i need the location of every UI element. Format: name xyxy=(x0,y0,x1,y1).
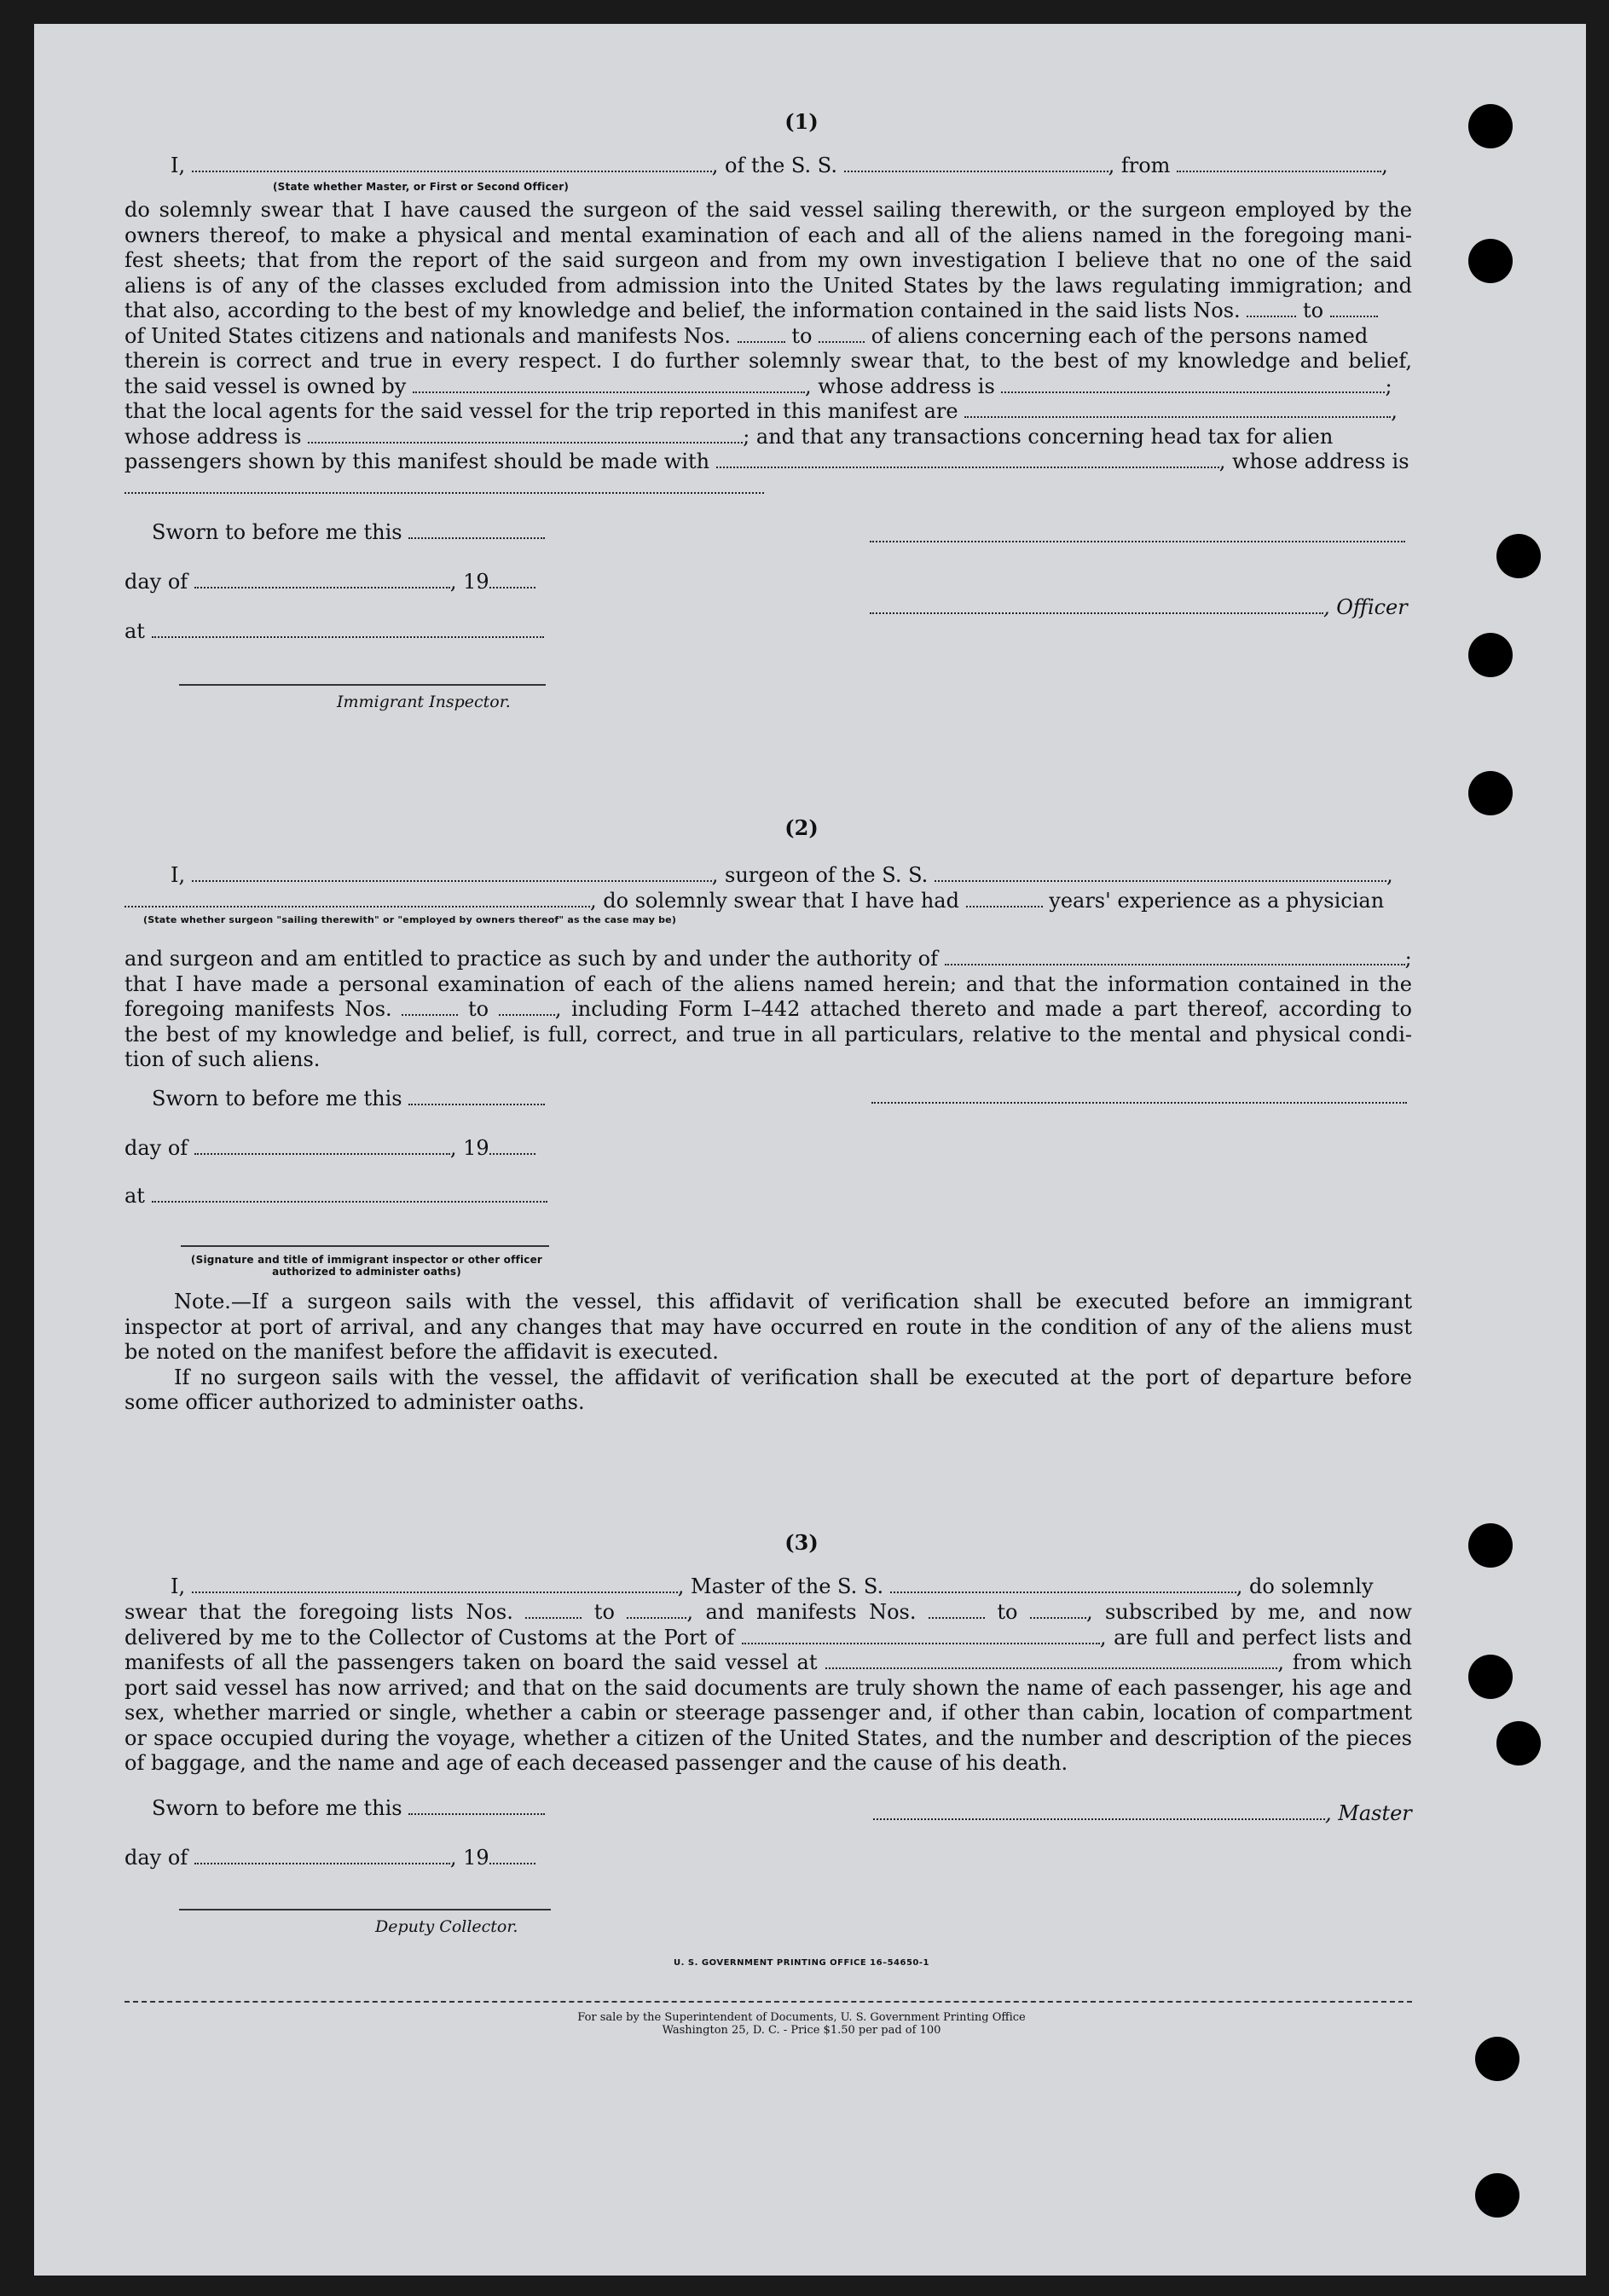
footer-rule xyxy=(124,2001,1412,2003)
s2-note-line: be noted on the manifest before the affidavit is executed. xyxy=(124,1340,719,1364)
s2-years-text: years' experience as a physician xyxy=(1049,889,1385,913)
s1-inspector-label: Immigrant Inspector. xyxy=(337,693,511,711)
s2-surgeon-name-field[interactable] xyxy=(192,867,712,882)
s2-manifests-line xyxy=(124,997,1412,1023)
s3-to-label: to xyxy=(593,1600,615,1624)
s1-at-label: at xyxy=(124,619,145,643)
s3-and-manifests-text: , and manifests Nos. xyxy=(686,1600,917,1624)
s3-manifest-to-field[interactable] xyxy=(1030,1603,1086,1619)
s2-semicolon: ; xyxy=(1404,947,1412,971)
s2-body xyxy=(124,947,1412,1073)
punch-hole-icon xyxy=(1468,633,1513,677)
s1-officer-caption: (State whether Master, or First or Second Officer) xyxy=(273,181,570,193)
s2-authority-field[interactable] xyxy=(945,950,1405,965)
sale-notice-line-1: For sale by the Superintendent of Documents, U. S. Government Printing Office xyxy=(577,2011,1026,2024)
s1-whose-address-label: , whose address is xyxy=(804,374,995,398)
s1-at-field[interactable] xyxy=(152,623,544,638)
s1-head-tax-address-field[interactable] xyxy=(124,478,764,494)
s2-note-line: inspector at port of arrival, and any changes that may have occurred en route in the condition of any of the aliens must xyxy=(124,1314,1412,1339)
s3-i-label: I, xyxy=(171,1574,186,1598)
s1-sworn-date-field[interactable] xyxy=(408,524,545,539)
s2-note xyxy=(124,1290,1412,1416)
s1-body-line-lists xyxy=(124,299,1412,324)
s2-authority-text: and surgeon and am entitled to practice as such by and under the authority of xyxy=(124,947,938,971)
s1-to-label: to xyxy=(791,323,813,348)
s2-day-of-label: day of xyxy=(124,1136,188,1160)
s3-day-of-label: day of xyxy=(124,1846,188,1870)
s3-sworn-row xyxy=(152,1796,545,1820)
s1-body-line-manifests xyxy=(124,324,1412,350)
s2-year-label: , 19 xyxy=(449,1136,489,1160)
s1-body-line-agent-address xyxy=(124,425,1412,450)
section-3-number: (3) xyxy=(784,1530,819,1555)
s2-surgeon-caption: (State whether surgeon "sailing therewith" or "employed by owners thereof" as the case may be) xyxy=(143,914,677,925)
s2-sworn-date-field[interactable] xyxy=(408,1090,545,1105)
s1-day-field[interactable] xyxy=(194,573,450,588)
s3-master-name-field[interactable] xyxy=(192,1578,678,1593)
s1-inspector-signature-line[interactable] xyxy=(179,684,546,686)
s3-year-field[interactable] xyxy=(489,1849,535,1864)
s1-body-line: aliens is of any of the classes excluded from admission into the United States by the laws regulating immigration; and xyxy=(124,273,1412,298)
s3-year-label: , 19 xyxy=(449,1846,489,1870)
s1-sworn-row xyxy=(152,520,545,544)
s2-manifest-from-field[interactable] xyxy=(402,1000,458,1016)
s3-from-which-text: , from which xyxy=(1277,1650,1412,1674)
s1-owner-field[interactable] xyxy=(413,378,805,393)
s3-master-label: , Master xyxy=(1325,1801,1412,1825)
s3-collector-signature-line[interactable] xyxy=(179,1909,551,1910)
s2-manifests-text: foregoing manifests Nos. xyxy=(124,997,392,1021)
s3-body-line: of baggage, and the name and age of each deceased passenger and the cause of his death. xyxy=(124,1751,1068,1775)
s1-owner-address-field[interactable] xyxy=(1001,378,1385,393)
s1-aliens-text: of aliens concerning each of the persons named xyxy=(871,323,1369,348)
s1-body-line-owner xyxy=(124,374,1412,400)
s2-body-line: tion of such aliens. xyxy=(124,1047,321,1071)
s2-surgeon-of-label: , surgeon of the S. S. xyxy=(711,863,929,887)
s3-port-line xyxy=(124,1626,1412,1651)
s3-list-from-field[interactable] xyxy=(525,1603,582,1619)
s2-opening-line xyxy=(171,863,1393,887)
form-page xyxy=(34,24,1586,2276)
s3-port-text: delivered by me to the Collector of Customs at the Port of xyxy=(124,1625,735,1650)
s2-authority-line xyxy=(124,947,1412,972)
s1-list-to-field[interactable] xyxy=(1330,302,1378,317)
s2-body-line: the best of my knowledge and belief, is full, correct, and true in all particulars, relative to the mental and physical condi- xyxy=(124,1022,1412,1047)
s1-list-from-field[interactable] xyxy=(1247,302,1296,317)
punch-hole-icon xyxy=(1475,2037,1519,2081)
s2-year-field[interactable] xyxy=(489,1139,535,1155)
punch-hole-icon xyxy=(1475,2173,1519,2218)
s1-officer-signature-line-1[interactable] xyxy=(870,541,1405,542)
sale-notice-line-2: Washington 25, D. C. - Price $1.50 per pad of 100 xyxy=(662,2024,941,2037)
s1-body-line-head-tax xyxy=(124,449,1412,475)
s2-note-line: some officer authorized to administer oaths. xyxy=(124,1390,585,1414)
s1-of-ss-label: , of the S. S. xyxy=(711,154,837,177)
s2-day-field[interactable] xyxy=(194,1139,450,1155)
s1-day-of-label: day of xyxy=(124,570,188,594)
s3-day-row xyxy=(124,1846,535,1870)
s3-boarded-text: manifests of all the passengers taken on board the said vessel at xyxy=(124,1650,818,1674)
s3-lists-line xyxy=(124,1600,1412,1626)
s3-to-label: to xyxy=(997,1600,1018,1624)
s3-sworn-label: Sworn to before me this xyxy=(152,1796,402,1820)
s1-to-label: to xyxy=(1302,299,1324,322)
s1-officer-label: , Officer xyxy=(1323,595,1408,619)
s3-full-perfect-text: , are full and perfect lists and xyxy=(1099,1625,1412,1650)
s1-body-line-agents xyxy=(124,399,1412,425)
s3-master-of-label: , Master of the S. S. xyxy=(677,1574,884,1598)
s1-comma: , xyxy=(1391,399,1398,423)
s1-body-line: owners thereof, to make a physical and mental examination of each and all of the aliens named in the foregoing mani- xyxy=(124,223,1412,247)
section-1-number: (1) xyxy=(784,109,819,134)
s2-at-field[interactable] xyxy=(152,1187,547,1203)
s1-transactions-text: ; and that any transactions concerning head tax for alien xyxy=(743,424,1334,449)
s2-day-row xyxy=(124,1136,535,1160)
s1-from-label: , from xyxy=(1108,154,1171,177)
s1-whose-address-text: whose address is xyxy=(124,424,302,449)
s1-agents-field[interactable] xyxy=(964,403,1391,418)
section-2-number: (2) xyxy=(784,815,819,840)
s3-solemnly-text: , do solemnly xyxy=(1236,1574,1374,1598)
s1-officer-signature-field[interactable] xyxy=(870,599,1323,614)
s1-vessel-field[interactable] xyxy=(844,157,1108,172)
s1-head-tax-text: passengers shown by this manifest should be made with xyxy=(124,449,710,473)
s1-manifest-from-field[interactable] xyxy=(738,328,785,343)
s2-second-line xyxy=(124,889,1384,913)
punch-hole-icon xyxy=(1468,239,1513,283)
s2-surgeon-type-field[interactable] xyxy=(124,892,590,907)
s1-body-line-final xyxy=(124,475,1412,501)
s3-body-line: or space occupied during the voyage, whether a citizen of the United States, and the number and description of the pieces xyxy=(124,1725,1412,1750)
s3-master-signature-field[interactable] xyxy=(873,1805,1325,1820)
s2-swear-text: , do solemnly swear that I have had xyxy=(590,889,959,913)
s2-including-text: , including Form I–442 attached thereto and made a part thereof, according to xyxy=(554,997,1412,1021)
punch-hole-icon xyxy=(1468,1655,1513,1699)
s3-list-to-field[interactable] xyxy=(627,1603,686,1619)
s3-body xyxy=(124,1600,1412,1777)
s1-day-row xyxy=(124,570,535,594)
s2-years-field[interactable] xyxy=(966,892,1043,907)
s1-semicolon: ; xyxy=(1385,374,1392,398)
s3-boarded-port-field[interactable] xyxy=(825,1654,1277,1669)
s2-to-label: to xyxy=(468,997,489,1021)
s1-whose-address-label: , whose address is xyxy=(1218,449,1409,473)
s1-year-label: , 19 xyxy=(449,570,489,594)
s1-lists-text: that also, according to the best of my knowledge and belief, the information contained in the said lists Nos. xyxy=(124,299,1241,322)
s3-manifest-from-field[interactable] xyxy=(929,1603,985,1619)
s1-body-line: fest sheets; that from the report of the said surgeon and from my own investigation I believe that no one of the said xyxy=(124,248,1412,272)
s1-officer-name-field[interactable] xyxy=(192,157,712,172)
s1-owned-text: the said vessel is owned by xyxy=(124,374,407,398)
s1-head-tax-party-field[interactable] xyxy=(716,453,1219,468)
s2-at-row xyxy=(124,1184,547,1208)
s3-subscribed-text: , subscribed by me, and now xyxy=(1085,1600,1412,1624)
punch-hole-icon xyxy=(1468,771,1513,815)
s2-note-line: Note.—If a surgeon sails with the vessel, this affidavit of verification shall be executed before an immigrant xyxy=(174,1290,1412,1313)
s1-agent-address-field[interactable] xyxy=(308,428,743,444)
s1-manifest-to-field[interactable] xyxy=(819,328,865,343)
s1-manifests-text: of United States citizens and nationals and manifests Nos. xyxy=(124,323,732,348)
gpo-imprint: U. S. GOVERNMENT PRINTING OFFICE 16–54650-1 xyxy=(674,1958,929,1968)
s3-opening-line xyxy=(171,1574,1374,1598)
s1-from-field[interactable] xyxy=(1177,157,1381,172)
s3-body-line: port said vessel has now arrived; and that on the said documents are truly shown the name of each passenger, his age and xyxy=(124,1675,1412,1700)
punch-hole-icon xyxy=(1496,1721,1541,1765)
s2-surgeon-signature-line[interactable] xyxy=(871,1102,1407,1104)
s1-at-row xyxy=(124,619,544,643)
s3-day-field[interactable] xyxy=(194,1849,450,1864)
s1-opening-line xyxy=(171,154,1415,177)
s3-collector-label: Deputy Collector. xyxy=(375,1917,518,1936)
s2-vessel-field[interactable] xyxy=(935,867,1386,882)
s1-sworn-label: Sworn to before me this xyxy=(152,520,402,544)
s1-year-field[interactable] xyxy=(489,573,535,588)
s2-at-label: at xyxy=(124,1184,145,1208)
s3-master-row xyxy=(873,1801,1412,1825)
s1-body-line: do solemnly swear that I have caused the surgeon of the said vessel sailing therewith, or the surgeon employed by the xyxy=(124,198,1412,222)
s2-inspector-signature-line[interactable] xyxy=(181,1245,549,1247)
s3-body-line: sex, whether married or single, whether a cabin or steerage passenger and, if other than cabin, location of compartment xyxy=(124,1701,1412,1725)
s1-officer-row xyxy=(870,595,1408,619)
s2-i-label: I, xyxy=(171,863,186,887)
s1-body-line: therein is correct and true in every respect. I do further solemnly swear that, to the best of my knowledge and belief, xyxy=(124,349,1412,373)
punch-hole-icon xyxy=(1496,534,1541,578)
s2-manifest-to-field[interactable] xyxy=(499,1000,555,1016)
s2-sworn-row xyxy=(152,1087,545,1110)
s3-boarded-line xyxy=(124,1650,1412,1676)
s1-i-label: I, xyxy=(171,154,186,177)
s2-signature-caption: (Signature and title of immigrant inspector or other officer authorized to administer oaths) xyxy=(190,1254,543,1278)
s2-sworn-label: Sworn to before me this xyxy=(152,1087,402,1110)
s1-body xyxy=(124,198,1412,500)
s3-port-field[interactable] xyxy=(742,1629,1100,1644)
s2-line-end: , xyxy=(1386,863,1393,887)
s1-agents-text: that the local agents for the said vessel for the trip reported in this manifest are xyxy=(124,399,958,423)
s3-vessel-field[interactable] xyxy=(890,1578,1236,1593)
s3-sworn-date-field[interactable] xyxy=(408,1800,545,1815)
s2-note-line: If no surgeon sails with the vessel, the affidavit of verification shall be executed at the port of departure before xyxy=(174,1365,1412,1389)
s2-body-line: that I have made a personal examination of each of the aliens named herein; and that the information contained in the xyxy=(124,971,1412,996)
s3-lists-text: swear that the foregoing lists Nos. xyxy=(124,1600,513,1624)
s1-line-end: , xyxy=(1381,154,1388,177)
